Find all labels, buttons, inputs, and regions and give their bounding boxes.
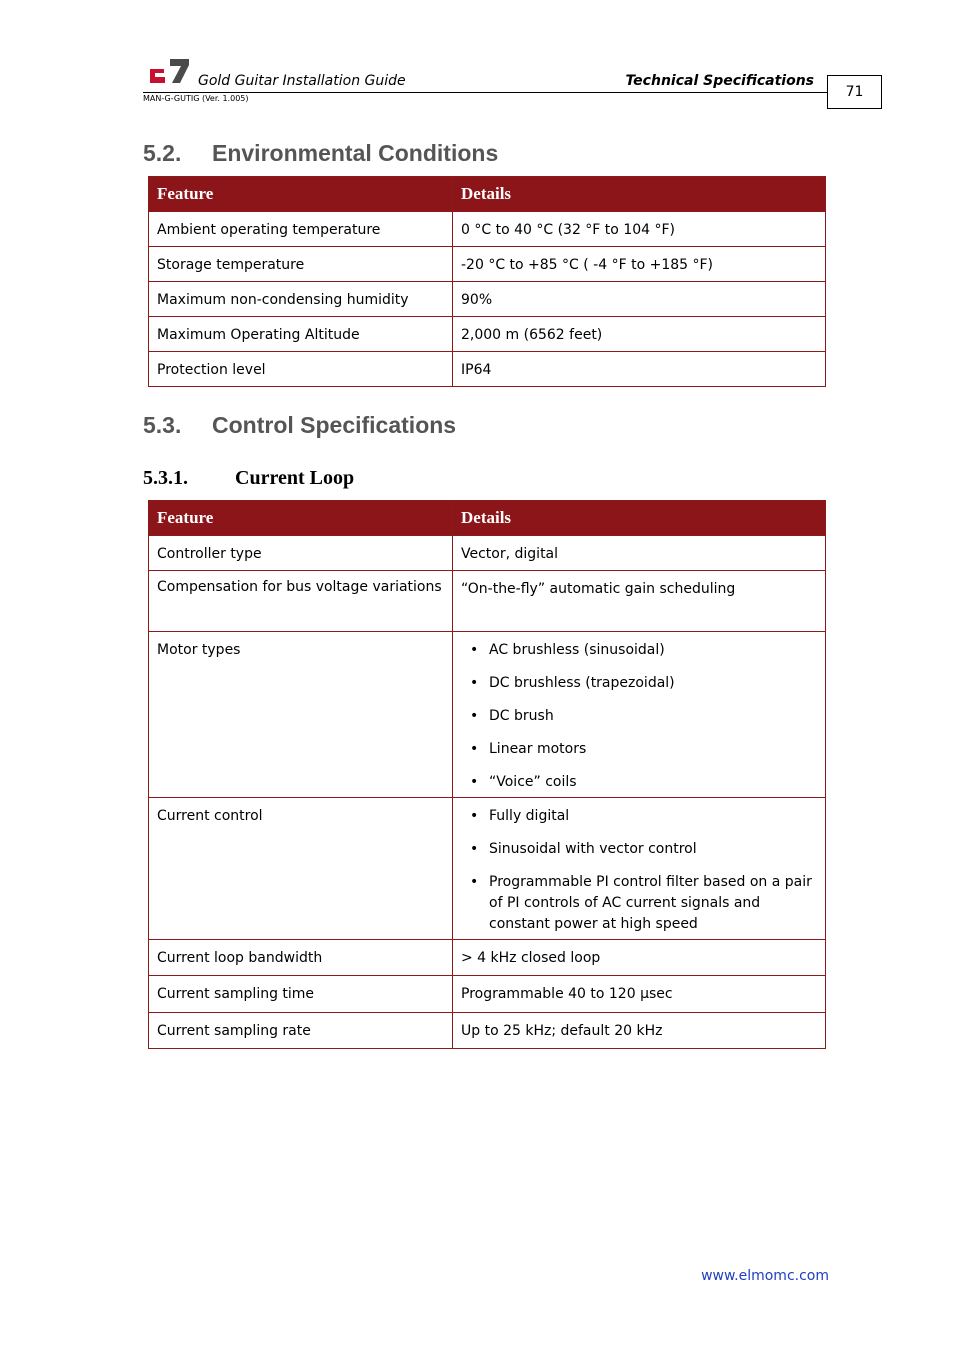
feature-cell: Controller type [149, 536, 453, 571]
bullet-icon: • [470, 774, 479, 790]
details-cell: > 4 kHz closed loop [453, 940, 826, 976]
table-row [149, 940, 826, 976]
subsection-heading-current-loop [143, 467, 354, 490]
column-header-details: Details [453, 177, 826, 212]
list-item-text: Sinusoidal with vector control [489, 841, 697, 857]
details-cell: -20 °C to +85 °C ( -4 °F to +185 °F) [453, 247, 826, 282]
bullet-icon: • [470, 642, 479, 658]
column-header-feature: Feature [149, 501, 453, 536]
current-loop-table [148, 500, 826, 1049]
table-row [149, 352, 826, 387]
list-item-text: DC brushless (trapezoidal) [489, 675, 675, 691]
table-row [149, 976, 826, 1013]
bullet-list [461, 640, 817, 793]
section-heading-environmental [143, 140, 498, 167]
table-header-row [149, 177, 826, 212]
section-number: 5.3. [143, 412, 182, 438]
list-item-text: “Voice” coils [489, 774, 577, 790]
list-item-text: Programmable PI control filter based on a pair of PI controls of AC current signals and constant power at high speed [489, 874, 812, 932]
feature-cell: Current sampling time [149, 976, 453, 1013]
header-divider [143, 92, 827, 93]
section-number: 5.2. [143, 140, 182, 166]
bullet-icon: • [470, 874, 479, 890]
bullet-icon: • [470, 841, 479, 857]
elmo-logo [148, 57, 190, 85]
details-cell: 90% [453, 282, 826, 317]
feature-cell: Maximum Operating Altitude [149, 317, 453, 352]
feature-cell: Ambient operating temperature [149, 212, 453, 247]
table-row [149, 571, 826, 632]
bullet-icon: • [470, 808, 479, 824]
list-item [461, 673, 817, 694]
list-item [461, 772, 817, 793]
table-row [149, 212, 826, 247]
table-row [149, 536, 826, 571]
details-cell: Vector, digital [453, 536, 826, 571]
list-item-text: AC brushless (sinusoidal) [489, 642, 665, 658]
feature-cell: Current sampling rate [149, 1013, 453, 1049]
list-item [461, 839, 817, 860]
feature-cell: Storage temperature [149, 247, 453, 282]
table-row [149, 632, 826, 798]
details-cell [453, 798, 826, 940]
table-row [149, 282, 826, 317]
list-item-text: DC brush [489, 708, 554, 724]
bullet-icon: • [470, 708, 479, 724]
subsection-number: 5.3.1. [143, 467, 188, 489]
environmental-table [148, 176, 826, 387]
page-number: 71 [827, 75, 882, 109]
list-item [461, 872, 817, 935]
feature-text: Compensation for bus voltage variations [157, 579, 442, 595]
website-link[interactable]: www.elmomc.com [701, 1268, 829, 1284]
details-cell: Programmable 40 to 120 μsec [453, 976, 826, 1013]
details-cell: 2,000 m (6562 feet) [453, 317, 826, 352]
table-row [149, 247, 826, 282]
list-item-text: Linear motors [489, 741, 587, 757]
bullet-icon: • [470, 675, 479, 691]
column-header-feature: Feature [149, 177, 453, 212]
section-title: Environmental Conditions [212, 140, 499, 166]
doc-title: Gold Guitar Installation Guide [198, 73, 406, 89]
list-item [461, 739, 817, 760]
section-title: Control Specifications [212, 412, 457, 438]
header-section-title: Technical Specifications [625, 73, 814, 89]
details-cell: 0 °C to 40 °C (32 °F to 104 °F) [453, 212, 826, 247]
column-header-details: Details [453, 501, 826, 536]
details-cell: IP64 [453, 352, 826, 387]
subsection-title: Current Loop [235, 467, 355, 489]
feature-cell: Protection level [149, 352, 453, 387]
list-item [461, 640, 817, 661]
feature-cell: Current loop bandwidth [149, 940, 453, 976]
bullet-icon: • [470, 741, 479, 757]
details-cell: “On-the-fly” automatic gain scheduling [453, 571, 826, 632]
feature-cell: Maximum non-condensing humidity [149, 282, 453, 317]
doc-version: MAN-G-GUTIG (Ver. 1.005) [143, 94, 249, 103]
list-item-text: Fully digital [489, 808, 570, 824]
feature-cell: Motor types [149, 632, 453, 798]
table-row [149, 798, 826, 940]
details-cell: Up to 25 kHz; default 20 kHz [453, 1013, 826, 1049]
list-item [461, 706, 817, 727]
details-cell [453, 632, 826, 798]
bullet-list [461, 806, 817, 935]
table-header-row [149, 501, 826, 536]
list-item [461, 806, 817, 827]
table-row [149, 1013, 826, 1049]
table-row [149, 317, 826, 352]
section-heading-control [143, 412, 456, 439]
feature-cell [149, 571, 453, 632]
feature-cell: Current control [149, 798, 453, 940]
